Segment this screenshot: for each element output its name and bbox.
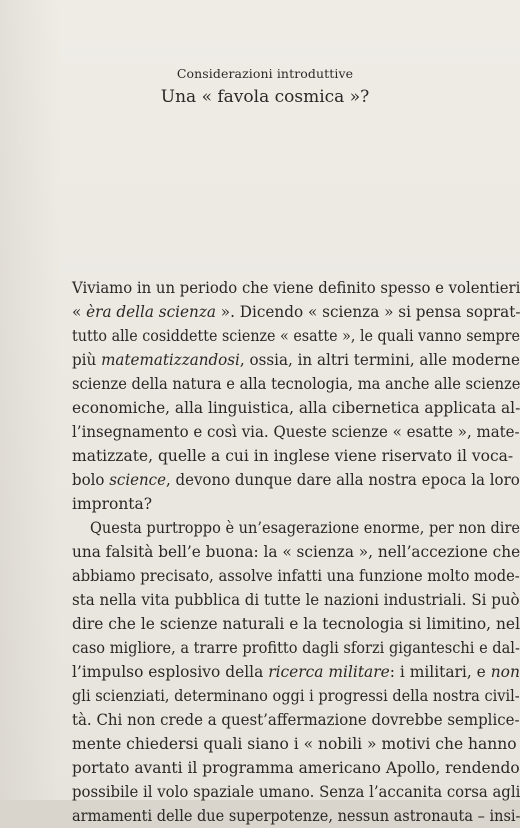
text-line bbox=[72, 276, 520, 300]
text-run: sta nella vita pubblica di tutte le nazioni industriali. Si può bbox=[72, 591, 520, 609]
text-line bbox=[72, 492, 152, 516]
text-line bbox=[72, 684, 520, 708]
text-line bbox=[72, 468, 520, 492]
text-run: gli scienziati, determinano oggi i progressi della nostra civil- bbox=[72, 687, 520, 705]
text-run: Viviamo in un periodo che viene definito spesso e volentieri bbox=[72, 279, 520, 297]
text-line bbox=[72, 444, 513, 468]
text-run: « bbox=[72, 303, 87, 321]
text-run: bolo bbox=[72, 471, 110, 489]
text-run: impronta? bbox=[72, 495, 153, 513]
text-line bbox=[72, 636, 520, 660]
text-run: armamenti delle due superpotenze, nessun astronauta – insi- bbox=[72, 807, 520, 825]
text-run: caso migliore, a trarre profitto dagli sforzi giganteschi e dal- bbox=[72, 639, 520, 657]
text-run: possibile il volo spaziale umano. Senza l’accanita corsa agli bbox=[72, 783, 520, 801]
text-line bbox=[72, 660, 520, 684]
text-run: portato avanti il programma americano Apollo, rendendo bbox=[72, 759, 520, 777]
chapter-title: Una « favola cosmica »? bbox=[160, 87, 370, 107]
italic-text-run: science bbox=[109, 471, 166, 489]
text-run: tà. Chi non crede a quest’affermazione dovrebbe semplice- bbox=[72, 711, 520, 729]
text-line bbox=[72, 540, 520, 564]
text-run: una falsità bell’e buona: la « scienza », nell’accezione che bbox=[72, 543, 520, 561]
text-line bbox=[72, 348, 520, 372]
page-header bbox=[0, 66, 520, 107]
text-run: , devono dunque dare alla nostra epoca la loro bbox=[165, 471, 520, 489]
text-run: scienze della natura e alla tecnologia, ma anche alle scienze bbox=[72, 375, 520, 393]
text-run: Questa purtroppo è un’esagerazione enorme, per non dire bbox=[90, 519, 520, 537]
text-line bbox=[72, 372, 520, 396]
text-run: l’insegnamento e così via. Queste scienze « esatte », mate- bbox=[72, 423, 520, 441]
text-line bbox=[72, 588, 520, 612]
text-line bbox=[72, 612, 520, 636]
text-run: più bbox=[72, 351, 102, 369]
text-run: ». Dicendo « scienza » si pensa soprat- bbox=[215, 303, 520, 321]
italic-text-run: matematizzandosi bbox=[101, 351, 240, 369]
text-line bbox=[90, 516, 520, 540]
text-run: dire che le scienze naturali e la tecnologia si limitino, nel bbox=[72, 615, 520, 633]
text-line bbox=[72, 756, 520, 780]
text-line bbox=[72, 564, 520, 588]
text-line bbox=[72, 396, 520, 420]
text-run: tutto alle cosiddette scienze « esatte », le quali vanno sempre bbox=[72, 327, 520, 345]
text-line bbox=[72, 324, 520, 348]
text-run: abbiamo precisato, assolve infatti una funzione molto mode- bbox=[72, 567, 520, 585]
italic-text-run: ricerca militare bbox=[268, 663, 390, 681]
text-line bbox=[72, 732, 517, 756]
text-line bbox=[72, 708, 520, 732]
text-run: , ossia, in altri termini, alle moderne bbox=[239, 351, 520, 369]
section-label: Considerazioni introduttive bbox=[176, 66, 354, 81]
italic-text-run: èra della scienza bbox=[86, 303, 216, 321]
text-line bbox=[72, 300, 520, 324]
text-run: l’impulso esplosivo della bbox=[72, 663, 269, 681]
text-run: economiche, alla linguistica, alla cibernetica applicata al- bbox=[72, 399, 520, 417]
text-line bbox=[72, 780, 520, 804]
text-run: matizzate, quelle a cui in inglese viene riservato il voca- bbox=[72, 447, 514, 465]
text-run: : i militari, e bbox=[389, 663, 491, 681]
text-line bbox=[72, 420, 520, 444]
text-run: mente chiedersi quali siano i « nobili » motivi che hanno bbox=[72, 735, 517, 753]
text-line bbox=[72, 804, 520, 828]
italic-text-run: non bbox=[490, 663, 520, 681]
